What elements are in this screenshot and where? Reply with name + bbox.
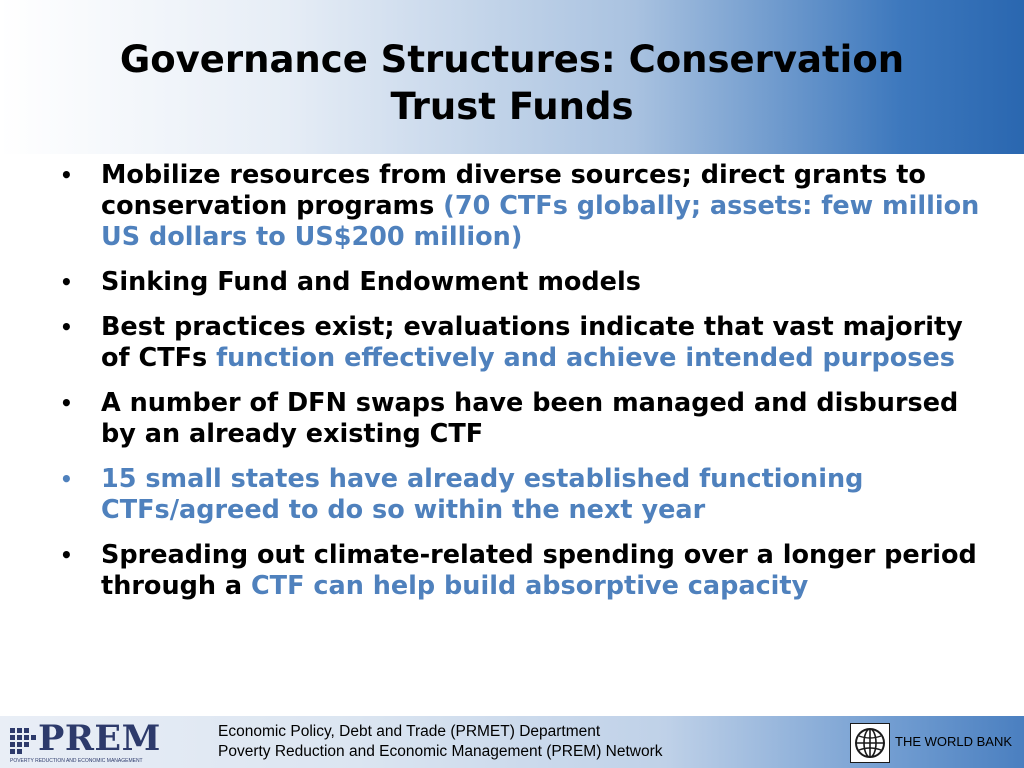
slide-title-line-1: Governance Structures: Conservation <box>119 38 905 81</box>
globe-icon <box>850 723 890 763</box>
bullet-marker: • <box>60 391 73 415</box>
bullet-highlight: function effectively and achieve intended purposes <box>216 343 955 373</box>
prem-logo <box>10 720 160 766</box>
department-info <box>218 722 663 762</box>
bullet-text: A number of DFN swaps have been managed and disbursed by an already existing CTF <box>101 388 959 449</box>
bullet-item-4 <box>60 388 980 450</box>
bullet-text: Spreading out climate-related spending over a longer period through a <box>101 540 977 601</box>
bullet-text: Best practices exist; evaluations indicate that vast majority of CTFs <box>101 312 963 373</box>
slide-title <box>40 36 984 130</box>
department-line-2: Poverty Reduction and Economic Management (PREM) Network <box>218 743 663 760</box>
prem-logo-text: PREM <box>38 718 161 759</box>
prem-grid-icon <box>10 728 36 758</box>
bullet-item-3 <box>60 312 980 374</box>
bullet-list <box>60 160 980 616</box>
bullet-highlight: (70 CTFs globally; assets: few million US dollars to US$200 million) <box>101 191 980 252</box>
bullet-item-5 <box>60 464 980 526</box>
bullet-marker: • <box>60 163 73 187</box>
world-bank-label: THE WORLD BANK <box>895 734 1013 749</box>
bullet-item-1 <box>60 160 980 253</box>
department-line-1: Economic Policy, Debt and Trade (PRMET) Department <box>218 723 601 740</box>
slide-title-line-2: Trust Funds <box>390 85 634 128</box>
bullet-marker: • <box>60 315 73 339</box>
bullet-text: 15 small states have already established functioning CTFs/agreed to do so within the next year <box>101 464 864 525</box>
bullet-item-6 <box>60 540 980 602</box>
prem-logo-subtext: POVERTY REDUCTION AND ECONOMIC MANAGEMENT <box>10 758 143 764</box>
bullet-marker: • <box>60 543 73 567</box>
bullet-highlight: CTF can help build absorptive capacity <box>250 571 809 601</box>
bullet-marker: • <box>60 467 73 491</box>
bullet-text: Sinking Fund and Endowment models <box>101 267 641 297</box>
bullet-marker: • <box>60 270 73 294</box>
bullet-item-2 <box>60 267 980 298</box>
bullet-text: Mobilize resources from diverse sources; direct grants to conservation programs <box>101 160 926 221</box>
